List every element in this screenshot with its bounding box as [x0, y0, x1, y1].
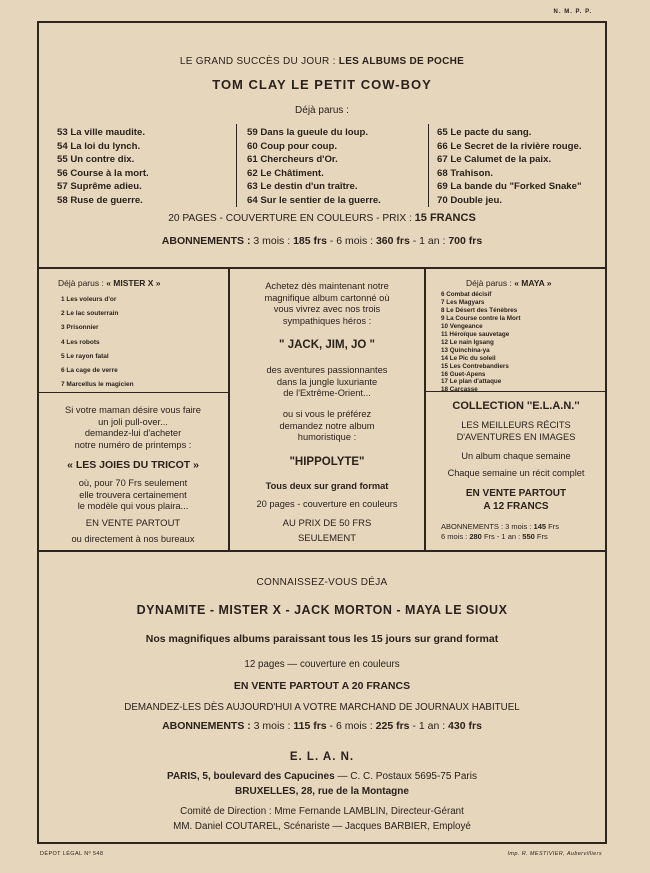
tricot-line: le modèle qui vous plaira...	[77, 501, 189, 512]
header-line-prefix: LE GRAND SUCCÈS DU JOUR :	[179, 56, 339, 67]
issue-item: 70 Double jeu.	[437, 194, 503, 206]
mister-x-list	[61, 293, 134, 392]
list-item: 8 Le Désert des Ténèbres	[441, 306, 518, 314]
bottom-vente: EN VENTE PARTOUT A 20 FRANCS	[233, 680, 411, 692]
collection-abonnements	[441, 522, 559, 542]
tricot-vente: EN VENTE PARTOUT	[85, 518, 181, 529]
collection-sub-line: LES MEILLEURS RÉCITS	[461, 420, 571, 430]
collection-vente-line: EN VENTE PARTOUT	[465, 488, 567, 499]
issue-item: 65 Le pacte du sang.	[437, 127, 532, 138]
bottom-demandez: DEMANDEZ-LES DÈS AUJOURD'HUI A VOTRE MARCHAND DE JOURNAUX HABITUEL	[124, 702, 520, 713]
subs-label: ABONNEMENTS :	[161, 235, 251, 247]
bruxelles-address: BRUXELLES, 28, rue de la Montagne	[235, 786, 409, 797]
issue-item: 67 Le Calumet de la paix.	[437, 154, 552, 166]
issues-column-1	[57, 126, 149, 208]
issue-item: 53 La ville maudite.	[57, 127, 145, 138]
tricot-line: un joli pull-over...	[98, 416, 168, 427]
subs-value: 185 frs	[293, 235, 327, 247]
abo-text: Frs	[534, 532, 548, 541]
heading-prefix: Déjà parus :	[466, 278, 515, 288]
staff-line: MM. Daniel COUTAREL, Scénariste — Jacques BARBIER, Employé	[173, 821, 471, 832]
tricot-line: elle trouvera certainement	[79, 489, 187, 500]
album-line: dans la jungle luxuriante	[276, 376, 378, 387]
deja-parus-label: Déjà parus :	[295, 105, 349, 116]
tricot-body	[39, 478, 227, 513]
price-line	[37, 212, 607, 224]
issue-item: 68 Trahison.	[437, 167, 493, 179]
column-divider	[428, 124, 429, 207]
paris-address	[37, 771, 607, 782]
list-item: 6 Combat décisif	[441, 291, 492, 298]
collection-week1: Un album chaque semaine	[461, 451, 571, 461]
list-item: 4 Les robots	[61, 338, 100, 346]
issue-item: 57 Suprême adieu.	[57, 181, 142, 193]
list-item: 9 La Course contre la Mort	[441, 314, 521, 322]
album-line: Achetez dès maintenant notre	[265, 281, 389, 291]
issues-column-2	[247, 126, 381, 208]
subs-label: ABONNEMENTS :	[162, 720, 251, 732]
album-line: humoristique :	[297, 432, 357, 443]
maya-list	[441, 291, 520, 394]
album-line: vous vivrez avec nos trois	[273, 304, 381, 315]
nmpp-mark: N. M. P. P.	[553, 9, 592, 15]
list-item: 6 La cage de verre	[61, 367, 118, 375]
list-item: 18 Carcasse	[441, 386, 478, 394]
album-price: AU PRIX DE 50 FRS	[282, 518, 372, 529]
issue-item: 69 La bande du "Forked Snake"	[437, 181, 582, 193]
subs-period: - 1 an :	[409, 720, 449, 732]
collection-sub	[426, 419, 606, 443]
collection-abo-line	[441, 522, 559, 532]
abo-value: 145	[533, 522, 547, 531]
section-divider	[37, 267, 607, 269]
list-item: 16 Guet-Apens	[441, 370, 486, 378]
abo-text: Frs - 1 an :	[481, 532, 523, 541]
tricot-line: notre numéro de printemps :	[74, 439, 192, 450]
tricot-line: Si votre maman désire vous faire	[65, 405, 201, 415]
header-line	[37, 56, 607, 67]
issue-item: 66 Le Secret de la rivière rouge.	[437, 140, 582, 152]
paris-address-rest: — C. C. Postaux 5695-75 Paris	[334, 771, 477, 782]
subs-value: 700 frs	[448, 235, 483, 247]
bottom-abonnements	[37, 720, 607, 732]
issue-item: 61 Chercheurs d'Or.	[247, 154, 338, 166]
abo-value: 280	[469, 532, 482, 541]
album-intro	[231, 281, 423, 327]
collection-vente	[426, 487, 606, 513]
issue-item: 58 Ruse de guerre.	[57, 194, 143, 206]
tricot-bureaux: ou directement à nos bureaux	[71, 534, 195, 544]
column-divider	[228, 268, 230, 550]
collection-vente-line: A 12 FRANCS	[483, 501, 549, 512]
list-item: 2 Le lac souterrain	[61, 310, 119, 318]
list-item: 13 Quinchina-ya	[441, 346, 490, 354]
album-line: sympathiques héros :	[282, 315, 372, 326]
subs-period: 3 mois :	[250, 235, 294, 247]
publisher-name: E. L. A. N.	[289, 751, 355, 763]
heading-prefix: Déjà parus :	[58, 278, 107, 288]
list-item: 10 Vengeance	[441, 322, 483, 330]
album-pages: 20 pages - couverture en couleurs	[256, 499, 398, 509]
subs-value: 430 frs	[448, 720, 482, 732]
list-item: 11 Héroïque sauvetage	[441, 330, 510, 338]
bottom-pages: 12 pages — couverture en couleurs	[244, 659, 400, 670]
collection-sub-line: D'AVENTURES EN IMAGES	[456, 432, 576, 442]
list-item: 12 Le nain Igsang	[441, 338, 494, 346]
issue-item: 55 Un contre dix.	[57, 154, 135, 166]
subs-value: 115 frs	[293, 720, 327, 732]
list-item: 5 Le rayon fatal	[61, 352, 109, 360]
price-line-text: 20 PAGES - COUVERTURE EN COULEURS - PRIX :	[168, 213, 415, 224]
collection-abo-line	[441, 532, 559, 542]
abo-value: 550	[522, 532, 535, 541]
list-item: 15 Les Contrebandiers	[441, 362, 509, 370]
album-line: magnifique album cartonné où	[264, 292, 390, 303]
issue-item: 56 Course à la mort.	[57, 167, 149, 179]
album-line: des aventures passionnantes	[266, 365, 388, 375]
collection-week2: Chaque semaine un récit complet	[447, 468, 585, 478]
subs-value: 225 frs	[375, 720, 410, 732]
album-line: demandez notre album	[279, 420, 375, 431]
section-divider	[425, 391, 607, 392]
abo-text: 6 mois :	[441, 532, 470, 541]
paris-address-bold: PARIS, 5, boulevard des Capucines	[167, 771, 335, 782]
price-value: 15 FRANCS	[414, 212, 476, 224]
list-item: 7 Marcellus le magicien	[61, 381, 134, 389]
section-divider	[37, 550, 607, 552]
album-desc	[231, 365, 423, 400]
collection-title: COLLECTION ''E.L.A.N.''	[452, 400, 580, 412]
section-divider	[37, 392, 229, 393]
main-title: TOM CLAY LE PETIT COW-BOY	[212, 77, 432, 92]
list-item: 14 Le Pic du soleil	[441, 354, 496, 362]
list-item: 17 Le plan d'attaque	[441, 378, 502, 386]
issue-item: 59 Dans la gueule du loup.	[247, 127, 369, 138]
printer-credit: Imp. R. MESTIVIER, Aubervilliers	[507, 851, 602, 857]
album-or	[231, 409, 423, 444]
column-divider	[236, 124, 237, 207]
list-item: 3 Prisonnier	[61, 324, 99, 332]
tricot-line: demandez-lui d'acheter	[84, 428, 182, 439]
issue-item: 60 Coup pour coup.	[247, 140, 338, 152]
abo-text: ABONNEMENTS : 3 mois :	[441, 522, 534, 531]
tricot-line: où, pour 70 Frs seulement	[78, 478, 188, 488]
abo-text: Frs	[546, 522, 559, 531]
album-only: SEULEMENT	[297, 533, 357, 544]
issue-item: 63 Le destin d'un traître.	[247, 181, 358, 193]
subscriptions-top	[37, 235, 607, 247]
issue-item: 64 Sur le sentier de la guerre.	[247, 194, 381, 206]
album-line: ou si vous le préférez	[282, 409, 372, 419]
album-both: Tous deux sur grand format	[265, 481, 389, 491]
heading-series: « MAYA »	[514, 278, 552, 288]
depot-legal: DÉPOT LÉGAL Nº 548	[40, 851, 104, 857]
subs-period: - 6 mois :	[326, 235, 376, 247]
issues-column-3	[437, 126, 582, 208]
bottom-know: CONNAISSEZ-VOUS DÉJA	[256, 577, 388, 588]
tricot-intro	[39, 405, 227, 451]
album-line: de l'Extrême-Orient...	[283, 388, 371, 399]
album-hippolyte: "HIPPOLYTE"	[289, 456, 365, 468]
heading-series: « MISTER X »	[106, 278, 161, 288]
header-line-series: LES ALBUMS DE POCHE	[338, 56, 465, 67]
mister-x-heading	[58, 278, 161, 288]
subs-period: - 6 mois :	[326, 720, 376, 732]
album-heroes: " JACK, JIM, JO "	[279, 339, 375, 351]
subs-period: - 1 an :	[409, 235, 449, 247]
subs-period: 3 mois :	[250, 720, 294, 732]
subs-value: 360 frs	[375, 235, 410, 247]
issue-item: 54 La loi du lynch.	[57, 140, 141, 152]
bottom-albums: Nos magnifiques albums paraissant tous les 15 jours sur grand format	[145, 633, 499, 645]
bottom-titles: DYNAMITE - MISTER X - JACK MORTON - MAYA LE SIOUX	[136, 603, 508, 617]
comite-direction: Comité de Direction : Mme Fernande LAMBLIN, Directeur-Gérant	[180, 806, 464, 817]
list-item: 1 Les voleurs d'or	[61, 296, 117, 303]
list-item: 7 Les Magyars	[441, 298, 485, 306]
issue-item: 62 Le Châtiment.	[247, 167, 324, 179]
maya-heading	[466, 278, 552, 288]
tricot-title: « LES JOIES DU TRICOT »	[67, 459, 199, 471]
